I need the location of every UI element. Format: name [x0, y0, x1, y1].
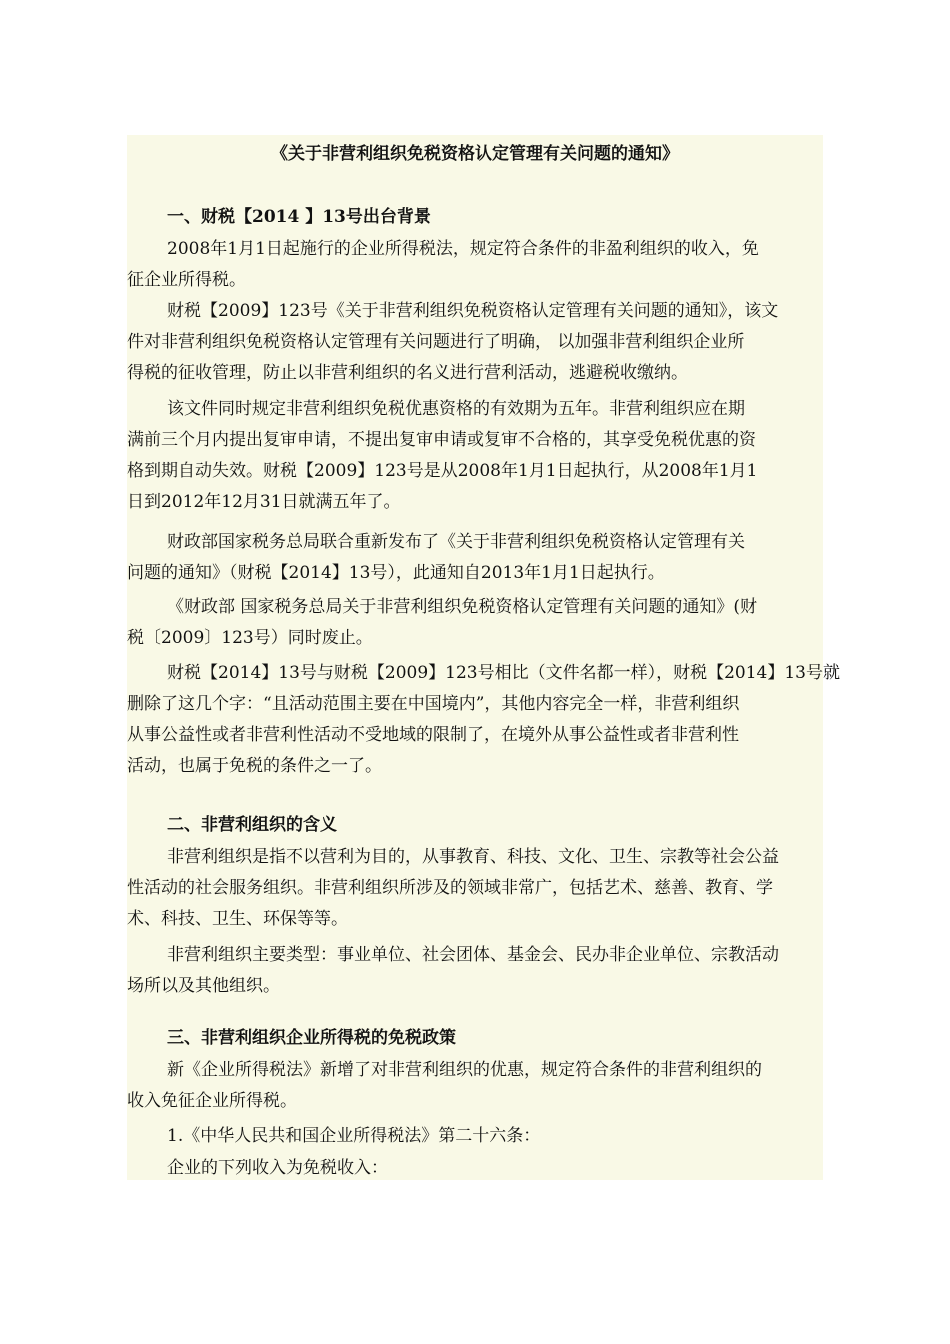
document-title: 《关于非营利组织免税资格认定管理有关问题的通知》 [271, 144, 679, 164]
paragraph-line: 收入免征企业所得税。 [127, 1091, 297, 1111]
paragraph-line: 非营利组织主要类型：事业单位、社会团体、基金会、民办非企业单位、宗教活动 [167, 945, 779, 965]
paragraph [127, 1153, 823, 1184]
paragraph-line: 问题的通知》（财税【2014】13号），此通知自2013年1月1日起执行。 [127, 563, 665, 583]
paragraph-line: 1.《中华人民共和国企业所得税法》第二十六条： [167, 1126, 541, 1146]
paragraph [127, 394, 823, 518]
paragraph-line: 件对非营利组织免税资格认定管理有关问题进行了明确， 以加强非营利组织企业所 [127, 332, 745, 352]
paragraph-line: 性活动的社会服务组织。非营利组织所涉及的领域非常广，包括艺术、慈善、教育、学 [127, 878, 773, 898]
section-heading-background: 一、财税【2014 】13号出台背景 [167, 207, 431, 227]
paragraph-line: 财政部国家税务总局联合重新发布了《关于非营利组织免税资格认定管理有关 [167, 532, 745, 552]
section-heading-tax-policy: 三、非营利组织企业所得税的免税政策 [167, 1028, 456, 1048]
section-heading-definition: 二、非营利组织的含义 [167, 815, 337, 835]
paragraph [127, 296, 823, 389]
paragraph [127, 1055, 823, 1117]
paragraph-line: 活动，也属于免税的条件之一了。 [127, 756, 382, 776]
paragraph-line: 新《企业所得税法》新增了对非营利组织的优惠，规定符合条件的非营利组织的 [167, 1060, 762, 1080]
paragraph [127, 592, 823, 654]
paragraph [127, 658, 841, 782]
paragraph-line: 得税的征收管理，防止以非营利组织的名义进行营利活动，逃避税收缴纳。 [127, 363, 688, 383]
paragraph-line: 场所以及其他组织。 [127, 976, 280, 996]
paragraph-line: 2008年1月1日起施行的企业所得税法，规定符合条件的非盈利组织的收入，免 [167, 239, 759, 259]
paragraph-line: 企业的下列收入为免税收入： [167, 1158, 388, 1178]
paragraph [127, 234, 823, 296]
document-page [127, 135, 841, 1180]
paragraph-line: 财税【2014】13号与财税【2009】123号相比（文件名都一样），财税【2014】13号就 [167, 663, 841, 683]
paragraph-line: 财税【2009】123号《关于非营利组织免税资格认定管理有关问题的通知》，该文 [167, 301, 779, 321]
paragraph-line: 税〔2009〕123号）同时废止。 [127, 628, 373, 648]
paragraph-line: 删除了这几个字：“且活动范围主要在中国境内”，其他内容完全一样，非营利组织 [127, 694, 740, 714]
paragraph [127, 940, 823, 1002]
paragraph-line: 征企业所得税。 [127, 270, 246, 290]
paragraph-line: 日到2012年12月31日就满五年了。 [127, 492, 401, 512]
paragraph [127, 1121, 823, 1152]
paragraph-line: 从事公益性或者非营利性活动不受地域的限制了，在境外从事公益性或者非营利性 [127, 725, 739, 745]
paragraph [127, 527, 823, 589]
paragraph-line: 该文件同时规定非营利组织免税优惠资格的有效期为五年。非营利组织应在期 [167, 399, 745, 419]
paragraph-line: 术、科技、卫生、环保等等。 [127, 909, 348, 929]
paragraph [127, 842, 823, 935]
paragraph-line: 非营利组织是指不以营利为目的，从事教育、科技、文化、卫生、宗教等社会公益 [167, 847, 779, 867]
paragraph-line: 《财政部 国家税务总局关于非营利组织免税资格认定管理有关问题的通知》(财 [167, 597, 758, 617]
paragraph-line: 满前三个月内提出复审申请，不提出复审申请或复审不合格的，其享受免税优惠的资 [127, 430, 756, 450]
paragraph-line: 格到期自动失效。财税【2009】123号是从2008年1月1日起执行，从2008年1月1 [127, 461, 758, 481]
